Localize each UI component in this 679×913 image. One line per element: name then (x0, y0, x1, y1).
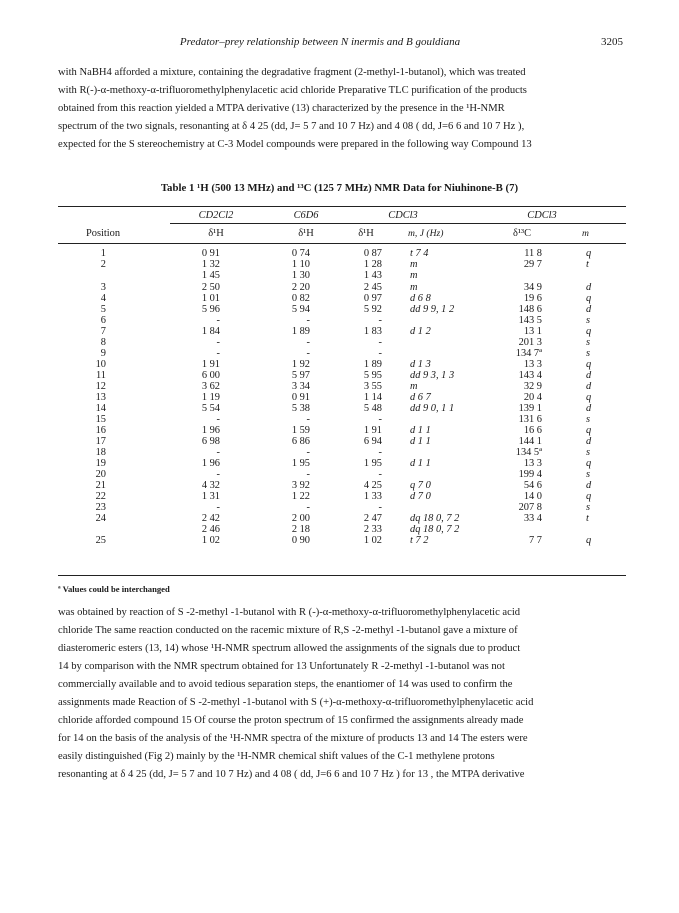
table-cell-pos: 4 (100, 293, 106, 304)
table-cell-m: s (586, 502, 591, 513)
table-cell-pos: 16 (95, 425, 106, 436)
table-cell-c13: 33 4 (523, 513, 542, 524)
table-cell-m: d (586, 403, 592, 414)
header-bottom-rule (58, 243, 626, 244)
table-cell-mj: dq 18 0, 7 2 (410, 524, 460, 535)
table-cell-m: d (586, 381, 592, 392)
header-h3: δ¹H (358, 228, 374, 239)
table-cell-c6d6: 1 59 (291, 425, 310, 436)
table-cell-cd2cl2: 5 54 (201, 403, 220, 414)
table-cell-m: d (586, 370, 592, 381)
table-cell-cdcl3: - (378, 337, 382, 348)
solvent-c6d6: C6D6 (293, 210, 319, 221)
table-cell-mj: q 7 0 (410, 480, 431, 491)
table-cell-cd2cl2: 1 96 (201, 425, 220, 436)
table-cell-m: s (586, 414, 591, 425)
table-cell-pos: 24 (95, 513, 106, 524)
table-cell-mj: dd 9 3, 1 3 (410, 370, 455, 381)
table-cell-pos: 13 (95, 392, 106, 403)
table-cell-cd2cl2: 6 00 (201, 370, 220, 381)
table-cell-cd2cl2: - (216, 414, 220, 425)
table-cell-m: s (586, 469, 591, 480)
table-cell-m: d (586, 304, 592, 315)
solvent-underline (170, 223, 626, 224)
table-cell-m: q (586, 248, 592, 259)
header-h1: δ¹H (208, 228, 224, 239)
table-cell-pos: 1 (100, 248, 106, 259)
table-cell-mj: m (410, 270, 418, 281)
table-cell-c13: 13 1 (523, 326, 542, 337)
table-footnote: ª Values could be interchanged (58, 584, 170, 594)
table-cell-pos: 25 (95, 535, 106, 546)
table-cell-pos: 18 (95, 447, 106, 458)
table-cell-pos: 23 (95, 502, 106, 513)
table-cell-cd2cl2: 6 98 (201, 436, 220, 447)
table-cell-mj: d 1 1 (410, 458, 431, 469)
solvent-cdcl3-h: CDCl3 (388, 210, 418, 221)
table-caption: Table 1 ¹H (500 13 MHz) and ¹³C (125 7 MHz) NMR Data for Niuhinone-B (7) (160, 182, 519, 194)
table-cell-cd2cl2: 1 02 (201, 535, 220, 546)
table-cell-mj: dd 9 0, 1 1 (410, 403, 455, 414)
table-cell-cd2cl2: 1 84 (201, 326, 220, 337)
table-cell-m: d (586, 282, 592, 293)
table-cell-cdcl3: - (378, 447, 382, 458)
table-cell-c13: 7 7 (529, 535, 542, 546)
table-cell-cd2cl2: - (216, 337, 220, 348)
table-cell-c6d6: 3 34 (291, 381, 310, 392)
table-cell-mj: t 7 4 (410, 248, 429, 259)
body-line: resonanting at δ 4 25 (dd, J= 5 7 and 10 7 Hz) and 4 08 ( dd, J=6 6 and 10 7 Hz ) for 13 , the MTPA derivative (58, 769, 525, 780)
table-cell-c6d6: 2 00 (291, 513, 310, 524)
table-cell-m: q (586, 392, 592, 403)
table-top-rule (58, 206, 626, 207)
table-cell-cdcl3: 1 14 (363, 392, 382, 403)
table-cell-c6d6: - (306, 337, 310, 348)
table-cell-cdcl3: - (378, 502, 382, 513)
table-cell-m: q (586, 326, 592, 337)
table-cell-cdcl3: 3 55 (363, 381, 382, 392)
table-cell-c6d6: 1 30 (291, 270, 310, 281)
table-cell-m: d (586, 436, 592, 447)
table-cell-cd2cl2: 3 62 (201, 381, 220, 392)
table-cell-cd2cl2: 2 46 (201, 524, 220, 535)
table-cell-c6d6: - (306, 348, 310, 359)
table-cell-c13: 13 3 (523, 359, 542, 370)
header-position: Position (86, 228, 121, 239)
intro-line: with R(-)-α-methoxy-α-trifluoromethylphenylacetic acid chloride Preparative TLC purification of the products (58, 85, 527, 96)
page-number: 3205 (601, 36, 623, 48)
table-cell-cd2cl2: 2 42 (201, 513, 220, 524)
table-cell-pos: 15 (95, 414, 106, 425)
solvent-cd2cl2: CD2Cl2 (198, 210, 234, 221)
table-cell-c13: 54 6 (523, 480, 542, 491)
table-cell-m: d (586, 480, 592, 491)
table-cell-c6d6: 1 89 (291, 326, 310, 337)
table-cell-c13: 199 4 (518, 469, 542, 480)
table-cell-mj: d 6 8 (410, 293, 431, 304)
table-cell-m: q (586, 359, 592, 370)
table-cell-cdcl3: 2 47 (363, 513, 382, 524)
table-cell-pos: 5 (100, 304, 106, 315)
table-cell-c6d6: 1 92 (291, 359, 310, 370)
table-cell-c6d6: 0 91 (291, 392, 310, 403)
table-cell-c6d6: - (306, 447, 310, 458)
table-cell-c13: 11 8 (524, 248, 542, 259)
table-cell-cd2cl2: 1 01 (201, 293, 220, 304)
table-cell-m: q (586, 293, 592, 304)
table-cell-mj: d 6 7 (410, 392, 431, 403)
table-cell-c6d6: 5 94 (291, 304, 310, 315)
table-cell-cd2cl2: 1 96 (201, 458, 220, 469)
table-cell-pos: 20 (95, 469, 106, 480)
table-cell-mj: d 1 1 (410, 436, 431, 447)
table-cell-cdcl3: 1 28 (363, 259, 382, 270)
table-cell-c13: 16 6 (523, 425, 542, 436)
table-cell-c13: 207 8 (518, 502, 542, 513)
table-cell-c13: 20 4 (523, 392, 542, 403)
table-cell-m: s (586, 447, 591, 458)
table-cell-pos: 17 (95, 436, 106, 447)
table-cell-mj: m (410, 381, 418, 392)
body-line: easily distinguished (Fig 2) mainly by the ¹H-NMR chemical shift values of the C-1 methylene protons (58, 751, 495, 762)
table-cell-c13: 143 4 (518, 370, 542, 381)
header-mult: m, J (Hz) (408, 228, 444, 239)
table-cell-mj: d 1 1 (410, 425, 431, 436)
table-cell-pos: 22 (95, 491, 106, 502)
table-cell-mj: d 7 0 (410, 491, 431, 502)
table-cell-m: t (586, 259, 589, 270)
table-cell-c13: 134 5ª (515, 447, 542, 458)
table-cell-m: q (586, 535, 592, 546)
body-line: diasteromeric esters (13, 14) whose ¹H-NMR spectrum allowed the assignments of the signals due to product (58, 643, 521, 654)
table-cell-c6d6: 0 90 (291, 535, 310, 546)
table-cell-cd2cl2: - (216, 502, 220, 513)
table-bottom-rule (58, 575, 626, 576)
table-cell-cdcl3: 1 95 (363, 458, 382, 469)
table-cell-cd2cl2: 1 32 (201, 259, 220, 270)
table-cell-c6d6: - (306, 469, 310, 480)
table-cell-cdcl3: - (378, 469, 382, 480)
table-cell-cdcl3: 1 91 (363, 425, 382, 436)
table-cell-c13: 131 6 (518, 414, 542, 425)
table-cell-cdcl3: - (378, 348, 382, 359)
table-cell-pos: 10 (95, 359, 106, 370)
body-line: chloride afforded compound 15 Of course the proton spectrum of 15 confirmed the assignments already made (58, 715, 524, 726)
table-cell-c6d6: 0 74 (291, 248, 310, 259)
intro-line: with NaBH4 afforded a mixture, containing the degradative fragment (2-methyl-1-butanol), which was treated (58, 67, 526, 78)
table-cell-pos: 11 (95, 370, 106, 381)
table-cell-mj: t 7 2 (410, 535, 429, 546)
table-cell-mj: m (410, 259, 418, 270)
running-header (0, 36, 679, 52)
table-cell-cd2cl2: - (216, 447, 220, 458)
table-cell-c13: 19 6 (523, 293, 542, 304)
table-cell-c13: 139 1 (518, 403, 542, 414)
table-cell-c13: 134 7ª (515, 348, 542, 359)
table-cell-c13: 29 7 (523, 259, 542, 270)
table-cell-mj: d 1 2 (410, 326, 431, 337)
table-cell-pos: 19 (95, 458, 106, 469)
table-cell-mj: d 1 3 (410, 359, 431, 370)
header-c13: δ¹³C (512, 228, 532, 239)
table-cell-m: s (586, 348, 591, 359)
table-cell-cd2cl2: 1 31 (201, 491, 220, 502)
table-cell-cdcl3: 4 25 (363, 480, 382, 491)
table-cell-cdcl3: 5 48 (363, 403, 382, 414)
table-cell-cdcl3: 2 45 (363, 282, 382, 293)
table-cell-m: t (586, 513, 589, 524)
table-cell-cd2cl2: 1 91 (201, 359, 220, 370)
table-cell-c6d6: 6 86 (291, 436, 310, 447)
running-title: Predator–prey relationship between N inermis and B gouldiana (179, 36, 461, 48)
intro-line: obtained from this reaction yielded a MTPA derivative (13) characterized by the presence in the ¹H-NMR (58, 103, 505, 114)
header-m: m (582, 228, 589, 239)
table-cell-cdcl3: 1 02 (363, 535, 382, 546)
table-cell-c6d6: 3 92 (291, 480, 310, 491)
table-cell-c13: 34 9 (523, 282, 542, 293)
table-cell-pos: 6 (100, 315, 106, 326)
table-cell-cd2cl2: 1 45 (201, 270, 220, 281)
table-cell-cdcl3: 0 97 (363, 293, 382, 304)
solvent-cdcl3-c: CDCl3 (527, 210, 557, 221)
table-cell-cdcl3: 6 94 (363, 436, 382, 447)
table-cell-cdcl3: 5 92 (363, 304, 382, 315)
table-cell-m: s (586, 337, 591, 348)
intro-line: spectrum of the two signals, resonanting at δ 4 25 (dd, J= 5 7 and 10 7 Hz) and 4 08 ( dd, J=6 6 and 10 7 Hz ), (58, 121, 525, 132)
table-cell-mj: dq 18 0, 7 2 (410, 513, 460, 524)
table-cell-pos: 21 (95, 480, 106, 491)
table-cell-m: q (586, 425, 592, 436)
table-cell-c13: 13 3 (523, 458, 542, 469)
table-cell-cd2cl2: 5 96 (201, 304, 220, 315)
table-cell-m: s (586, 315, 591, 326)
body-line: 14 by comparison with the NMR spectrum obtained for 13 Unfortunately R -2-methyl -1-butanol was not (58, 661, 505, 672)
table-cell-c6d6: - (306, 315, 310, 326)
table-cell-pos: 9 (100, 348, 106, 359)
table-cell-cdcl3: 0 87 (363, 248, 382, 259)
table-cell-c6d6: - (306, 414, 310, 425)
table-cell-c6d6: 2 18 (291, 524, 310, 535)
body-line: for 14 on the basis of the analysis of the ¹H-NMR spectra of the mixture of products 13 and 14 The esters were (58, 733, 528, 744)
table-cell-cdcl3: - (378, 414, 382, 425)
table-cell-c6d6: 0 82 (291, 293, 310, 304)
table-cell-cd2cl2: - (216, 469, 220, 480)
table-cell-c6d6: 1 22 (291, 491, 310, 502)
table-cell-c13: 148 6 (518, 304, 542, 315)
table-cell-pos: 7 (100, 326, 106, 337)
table-cell-cdcl3: 5 95 (363, 370, 382, 381)
table-cell-m: q (586, 491, 592, 502)
table-cell-pos: 12 (95, 381, 106, 392)
table-cell-c6d6: - (306, 502, 310, 513)
table-cell-pos: 2 (100, 259, 106, 270)
table-cell-cd2cl2: 1 19 (201, 392, 220, 403)
header-h2: δ¹H (298, 228, 314, 239)
table-cell-c6d6: 5 97 (291, 370, 310, 381)
table-cell-cdcl3: 1 83 (363, 326, 382, 337)
intro-paragraph (58, 64, 626, 154)
table-cell-cdcl3: 1 89 (363, 359, 382, 370)
table-cell-cd2cl2: 2 50 (201, 282, 220, 293)
table-cell-mj: dd 9 9, 1 2 (410, 304, 455, 315)
table-cell-m: q (586, 458, 592, 469)
table-cell-c13: 32 9 (523, 381, 542, 392)
table-cell-c13: 143 5 (518, 315, 542, 326)
table-cell-cdcl3: - (378, 315, 382, 326)
table-cell-pos: 3 (100, 282, 106, 293)
table-cell-c6d6: 2 20 (291, 282, 310, 293)
table-cell-c13: 201 3 (518, 337, 542, 348)
body-line: assignments made Reaction of S -2-methyl -1-butanol with S (+)-α-methoxy-α-trifluoromethylphenylacetic acid (58, 697, 534, 708)
table-cell-pos: 14 (95, 403, 106, 414)
intro-line: expected for the S stereochemistry at C-3 Model compounds were prepared in the following way Compound 13 (58, 139, 532, 150)
table-cell-c13: 144 1 (518, 436, 542, 447)
table-cell-cdcl3: 1 43 (363, 270, 382, 281)
table-cell-pos: 8 (100, 337, 106, 348)
body-line: was obtained by reaction of S -2-methyl -1-butanol with R (-)-α-methoxy-α-trifluoromethylphenylacetic acid (58, 607, 521, 618)
table-cell-cdcl3: 1 33 (363, 491, 382, 502)
body-line: chloride The same reaction conducted on the racemic mixture of R,S -2-methyl -1-butanol gave a mixture of (58, 625, 518, 636)
body-paragraph (58, 604, 626, 784)
table-cell-mj: m (410, 282, 418, 293)
table-cell-cd2cl2: - (216, 315, 220, 326)
table-cell-c6d6: 1 10 (291, 259, 310, 270)
table-cell-cd2cl2: 0 91 (201, 248, 220, 259)
table-cell-c6d6: 5 38 (291, 403, 310, 414)
body-line: commercially available and to avoid tedious separation steps, the enantiomer of 14 was used to confirm the (58, 679, 513, 690)
table-cell-cdcl3: 2 33 (363, 524, 382, 535)
table-cell-c6d6: 1 95 (291, 458, 310, 469)
table-cell-cd2cl2: - (216, 348, 220, 359)
table-cell-cd2cl2: 4 32 (201, 480, 220, 491)
table-cell-c13: 14 0 (523, 491, 542, 502)
